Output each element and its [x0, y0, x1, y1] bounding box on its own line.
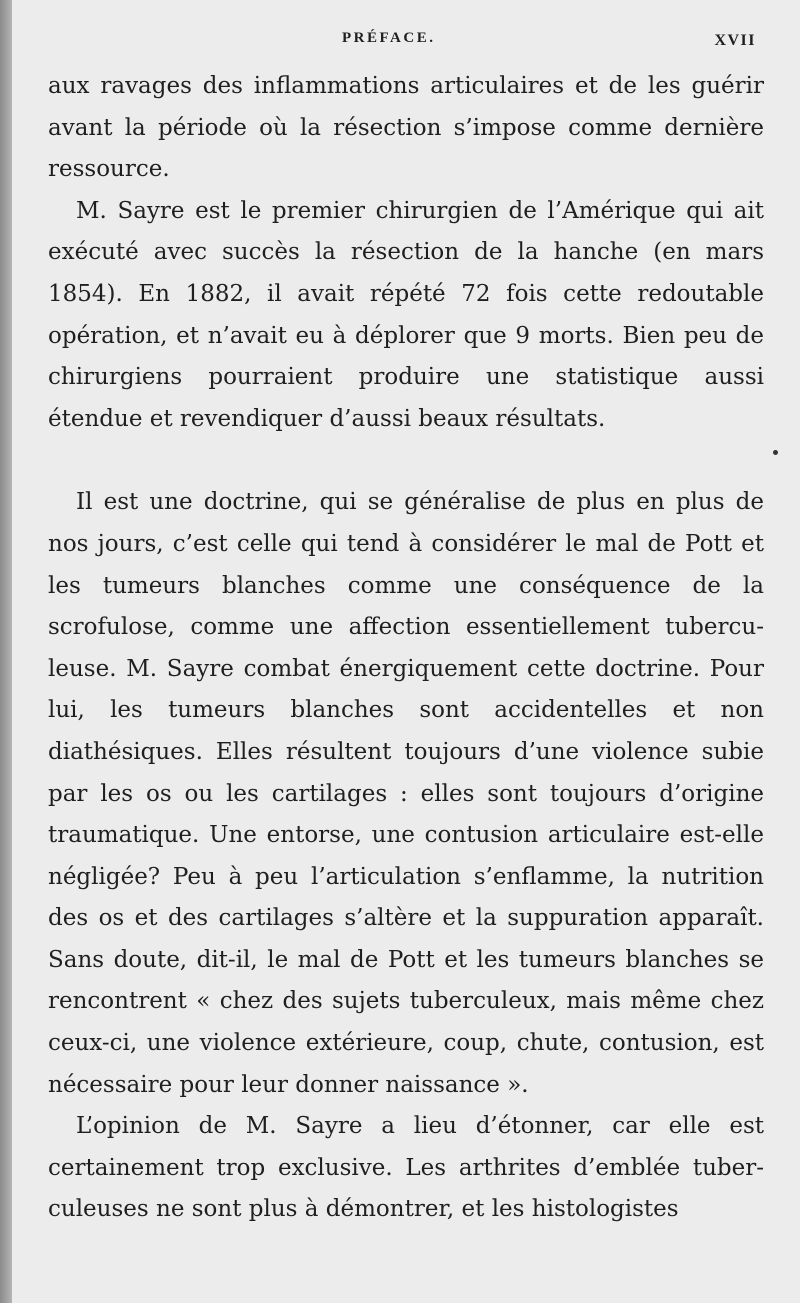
scan-edge-shadow: [0, 0, 12, 1303]
paragraph-sayre-resection: M. Sayre est le premier chirurgien de l’Amérique qui ait exécuté avec succès la résection de la hanche (en mars 1854). En 1882, il avait répété 72 fois cette redoutable opération, et n’avait eu à déplorer que 9 morts. Bien peu de chirurgiens pourraient produire une statistique aussi étendue et revendiquer d’aussi beaux résultats.: [48, 197, 764, 432]
running-title: PRÉFACE.: [342, 30, 436, 46]
paragraph-opinion: L’opinion de M. Sayre a lieu d’étonner, car elle est certainement trop exclusive. Les arthrites d’emblée tuberculeuses ne sont plus à démontrer, et les histologistes: [48, 1113, 764, 1223]
book-page: [12, 0, 800, 1303]
running-head: [12, 30, 800, 52]
paragraph-continuation: aux ravages des inflammations articulaires et de les guérir avant la période où la résection s’impose comme dernière ressource.: [48, 73, 764, 183]
body-text: [48, 66, 764, 1231]
page-number: XVII: [714, 32, 756, 49]
section-gap: [48, 440, 764, 482]
ink-speck: [773, 450, 778, 455]
paragraph-doctrine: Il est une doctrine, qui se généralise de plus en plus de nos jours, c’est celle qui tend à considérer le mal de Pott et les tumeurs blanches comme une conséquence de la scrofulose, comme une affection essentiellement tuberculeuse. M. Sayre combat énergiquement cette doctrine. Pour lui, les tumeurs blanches sont accidentelles et non diathésiques. Elles résultent toujours d’une violence subie par les os ou les cartilages : elles sont toujours d’origine traumatique. Une entorse, une contusion articulaire est-elle négligée? Peu à peu l’articulation s’enflamme, la nutrition des os et des cartilages s’altère et la suppuration apparaît. Sans doute, dit-il, le mal de Pott et les tumeurs blanches se rencontrent « chez des sujets tuberculeux, mais même chez ceux-ci, une violence extérieure, coup, chute, contusion, est nécessaire pour leur donner naissance ».: [48, 489, 764, 1098]
